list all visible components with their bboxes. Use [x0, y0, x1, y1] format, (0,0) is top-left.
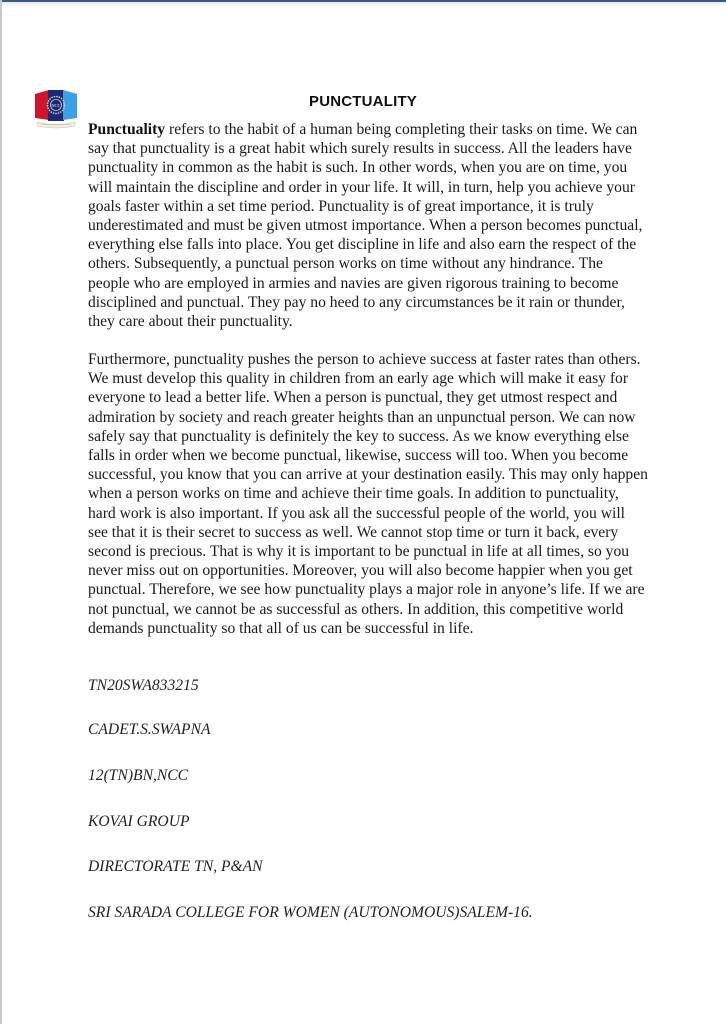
window-top-shade	[0, 2, 726, 8]
paragraph-1-text: refers to the habit of a human being completing their tasks on time. We can say that punctuality is a great habit which surely results in success. All the leaders have punctuality in common as the habit is such. In other words, when you are on time, you will maintain the discipline and order in your life. It will, in turn, help you achieve your goals faster within a set time period. Punctuality is of great importance, it is truly underestimated and must be given utmost importance. When a person becomes punctual, everything else falls into place. You get discipline in life and also earn the respect of the others. Subsequently, a punctual person works on time without any hindrance. The people who are employed in armies and navies are given rigorous training to become disciplined and punctual. They pay no heed to any circumstances be it rain or thunder, they care about their punctuality.	[88, 121, 643, 331]
paragraph-2: Furthermore, punctuality pushes the person to achieve success at faster rates than others. We must develop this quality in children from an early age which will make it easy for everyone to lead a better life. When a person is punctual, they get utmost respect and admiration by society and reach greater heights than an unpunctual person. We can now safely say that punctuality is definitely the key to success. As we know everything else falls in order when we become punctual, likewise, success will too. When you become successful, you know that you can arrive at your destination easily. This may only happen when a person works on time and achieve their time goals. In addition to punctuality, hard work is also important. If you ask all the successful people of the world, you will see that it is their secret to success as well. We cannot stop time or turn it back, every second is precious. That is why it is important to be punctual in life at all times, so you never miss out on opportunities. Moreover, you will also become happier when you get punctual. Therefore, we see how punctuality plays a major role in anyone’s life. If we are not punctual, we cannot be as successful as others. In addition, this competitive world demands punctuality so that all of us can be successful in life.	[88, 351, 648, 637]
signature-name: CADET.S.SWAPNA	[88, 721, 211, 738]
signature-group: KOVAI GROUP	[88, 813, 190, 830]
paragraph-1	[88, 120, 648, 331]
signature-directorate: DIRECTORATE TN, P&AN	[88, 858, 263, 875]
svg-text:NCC: NCC	[51, 103, 61, 108]
page-left-edge	[0, 0, 2, 1024]
signature-battalion: 12(TN)BN,NCC	[88, 767, 189, 784]
page-title: PUNCTUALITY	[308, 93, 418, 110]
paragraph-1-lead: Punctuality	[88, 121, 166, 138]
signature-institution: SRI SARADA COLLEGE FOR WOMEN (AUTONOMOUS)SALEM-16.	[88, 904, 533, 921]
signature-cadet-id: TN20SWA833215	[88, 677, 199, 694]
